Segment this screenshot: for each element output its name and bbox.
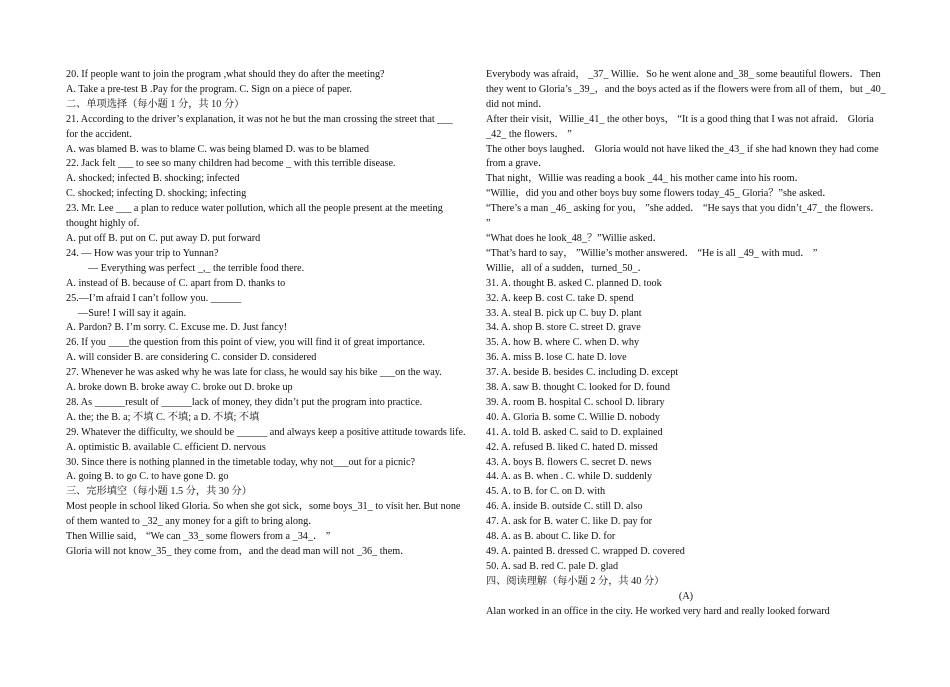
left-text-line: 25.—I’m afraid I can’t follow you. ______ — [66, 292, 242, 304]
right-text-line: “There’s a man _46_ asking for you， ”she added． “He says that you didn’t_47_ the flowers． ” — [486, 203, 881, 230]
left-text-line: A. shocked; infected B. shocking; infected — [66, 173, 240, 185]
left-text-line: A. put off B. put on C. put away D. put forward — [66, 232, 261, 244]
right-text-line: 39. A. room B. hospital C. school D. library — [486, 396, 665, 408]
right-text-line: Alan worked in an office in the city. He worked very hard and really looked forward — [486, 605, 830, 617]
left-text-line: A. instead of B. because of C. apart from D. thanks to — [66, 277, 286, 289]
right-text-line: 42. A. refused B. liked C. hated D. missed — [486, 441, 658, 453]
left-column — [66, 68, 466, 560]
right-text-line: 49. A. painted B. dressed C. wrapped D. covered — [486, 546, 685, 557]
right-text-line: “That’s hard to say， ”Willie’s mother answered． “He is all _49_ with mud． ” — [486, 247, 818, 259]
right-text-line: 45. A. to B. for C. on D. with — [486, 486, 606, 498]
left-text-line: A. broke down B. broke away C. broke out D. broke up — [66, 382, 293, 394]
left-text-line: 20. If people want to join the program ,what should they do after the meeting? — [66, 69, 385, 80]
left-text-line: 26. If you ____the question from this point of view, you will find it of great importance. — [66, 337, 425, 349]
right-text-line: The other boys laughed． Gloria would not have liked the_43_ if she had known they had come from a grave． — [486, 143, 879, 170]
left-text-line: Gloria will not know_35_ they come from，and the dead man will not _36_ them． — [66, 546, 411, 557]
right-text-line: 44. A. as B. when . C. while D. suddenly — [486, 471, 653, 483]
right-text-line: 35. A. how B. where C. when D. why — [486, 337, 640, 349]
right-text-line: 32. A. keep B. cost C. take D. spend — [486, 292, 634, 304]
right-text-line: 41. A. told B. asked C. said to D. explained — [486, 426, 663, 438]
right-text-line: 36. A. miss B. lose C. hate D. love — [486, 352, 627, 364]
right-text-line: 四、阅读理解（每小题 2 分，共 40 分） — [486, 575, 665, 587]
left-text-line: A. Take a pre-test B .Pay for the program. C. Sign on a piece of paper. — [66, 83, 352, 95]
right-text-line: 38. A. saw B. thought C. looked for D. found — [486, 382, 670, 394]
right-text-line: 31. A. thought B. asked C. planned D. took — [486, 277, 662, 289]
left-text-line: A. Pardon? B. I’m sorry. C. Excuse me. D. Just fancy! — [66, 322, 288, 334]
right-text-line: 48. A. as B. about C. like D. for — [486, 531, 616, 543]
left-text-line: Most people in school liked Gloria. So when she got sick，some boys_31_ to visit her. But none of them wanted to _32_ any money for a gift to bring along． — [66, 501, 461, 528]
left-text-line: 30. Since there is nothing planned in the timetable today, why not___out for a picnic? — [66, 456, 416, 468]
left-text-line: 二、单项选择（每小题 1 分，共 10 分） — [66, 98, 245, 110]
left-text-line: 23. Mr. Lee ___ a plan to reduce water pollution, which all the people present at the meeting thought highly of. — [66, 203, 443, 230]
left-text-line: A. optimistic B. available C. efficient D. nervous — [66, 441, 266, 453]
right-text-line: 34. A. shop B. store C. street D. grave — [486, 322, 641, 334]
left-text-line: 24. — How was your trip to Yunnan? — [66, 247, 219, 259]
left-text-line: 29. Whatever the difficulty, we should be ______ and always keep a positive attitude towards life. — [66, 426, 466, 438]
left-text-line: Then Willie said， “We can _33_ some flowers from a _34_． ” — [66, 531, 331, 543]
right-text-line: 33. A. steal B. pick up C. buy D. plant — [486, 307, 642, 319]
right-text-line: 43. A. boys B. flowers C. secret D. news — [486, 456, 652, 468]
left-text-line: A. will consider B. are considering C. consider D. considered — [66, 352, 317, 364]
right-text-line: 46. A. inside B. outside C. still D. also — [486, 501, 643, 513]
right-text-line: 40. A. Gloria B. some C. Willie D. nobody — [486, 411, 660, 423]
right-text-line: 37. A. beside B. besides C. including D. except — [486, 367, 679, 379]
right-text-line: 50. A. sad B. red C. pale D. glad — [486, 560, 619, 572]
right-column — [486, 68, 886, 620]
left-text-line: A. was blamed B. was to blame C. was being blamed D. was to be blamed — [66, 143, 370, 155]
left-text-line: 27. Whenever he was asked why he was late for class, he would say his bike ___on the way. — [66, 367, 442, 379]
right-text-line: That night，Willie was reading a book _44_ his mother came into his room． — [486, 173, 805, 185]
left-text-line: — Everything was perfect _,_ the terrible food there. — [88, 262, 305, 274]
right-text-line: Everybody was afraid， _37_ Willie．So he went alone and_38_ some beautiful flowers．Then they went to Gloria’s _39_，and the boys acted as if the flowers were from all of them，but _40_ did not mind． — [486, 69, 886, 110]
left-text-line: —Sure! I will say it again. — [78, 307, 187, 319]
left-text-line: 21. According to the driver’s explanation, it was not he but the man crossing the street that ___ for the accident. — [66, 113, 453, 140]
left-text-line: 三、完形填空（每小题 1.5 分，共 30 分） — [66, 486, 252, 498]
left-text-line: C. shocked; infecting D. shocking; infecting — [66, 188, 247, 200]
right-text-line: (A) — [678, 590, 694, 602]
left-text-line: A. the; the B. a; 不填 C. 不填; a D. 不填; 不填 — [66, 411, 260, 423]
right-text-line: “What does he look_48_？”Willie asked． — [486, 232, 663, 244]
right-text-line: 47. A. ask for B. water C. like D. pay for — [486, 516, 653, 528]
left-text-line: A. going B. to go C. to have gone D. go — [66, 471, 229, 483]
right-text-line: After their visit，Willie_41_ the other boys， “It is a good thing that I was not afraid． Gloria _42_ the flowers． ” — [486, 113, 874, 140]
left-text-line: 28. As ______result of ______lack of money, they didn’t put the program into practice. — [66, 396, 423, 408]
right-text-line: Willie，all of a sudden，turned_50_． — [486, 262, 648, 274]
left-text-line: 22. Jack felt ___ to see so many children had become _ with this terrible disease. — [66, 158, 396, 170]
right-text-line: “Willie，did you and other boys buy some flowers today_45_ Gloria？”she asked． — [486, 188, 833, 200]
